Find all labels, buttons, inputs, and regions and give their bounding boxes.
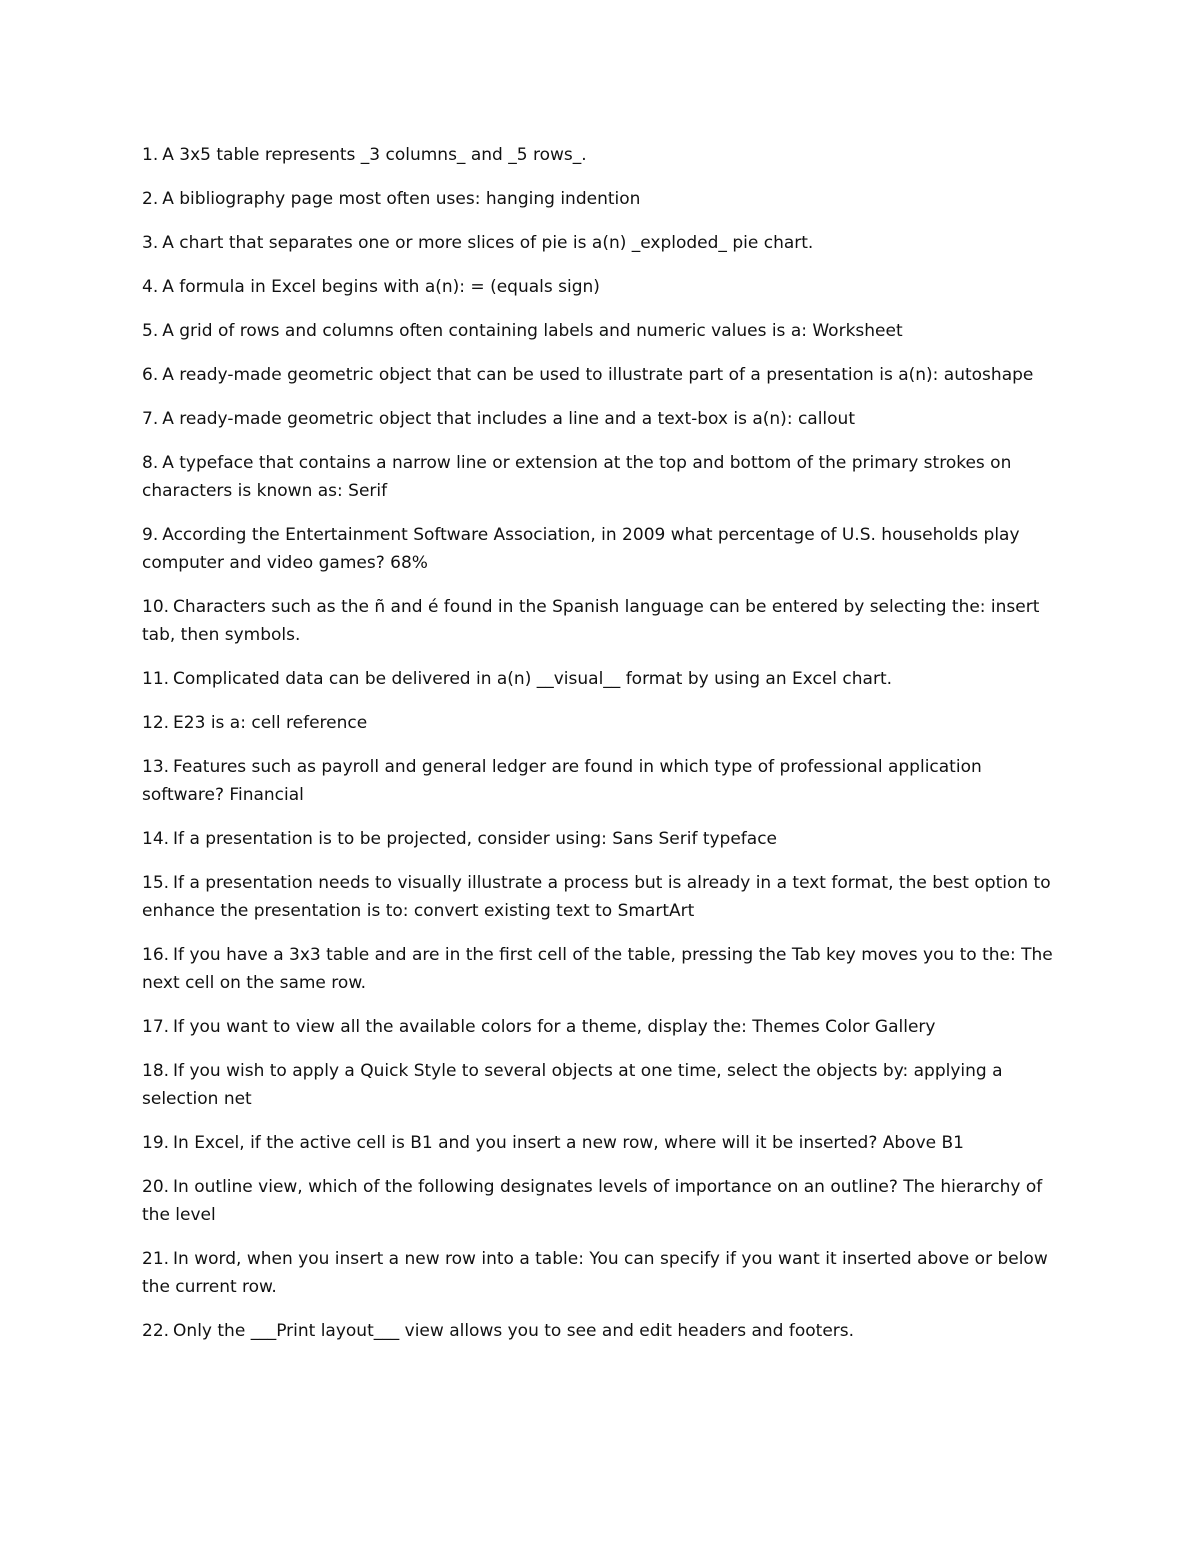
list-item — [142, 941, 1057, 997]
item-text: A typeface that contains a narrow line or extension at the top and bottom of the primary strokes on characters is known as: Serif — [142, 453, 1012, 501]
item-text: A chart that separates one or more slices of pie is a(n) _exploded_ pie chart. — [162, 233, 814, 253]
item-number: 14. — [142, 829, 170, 849]
item-text: If you have a 3x3 table and are in the first cell of the table, pressing the Tab key moves you to the: The next cell on the same row. — [142, 945, 1053, 993]
list-item — [142, 1245, 1057, 1301]
item-number: 7. — [142, 409, 159, 429]
question-answer-list — [142, 141, 1057, 1361]
item-text: In Excel, if the active cell is B1 and you insert a new row, where will it be inserted? Above B1 — [173, 1133, 964, 1153]
item-text: If you wish to apply a Quick Style to several objects at one time, select the objects by: applying a selection net — [142, 1061, 1003, 1109]
item-number: 5. — [142, 321, 159, 341]
list-item — [142, 1129, 1057, 1157]
item-number: 13. — [142, 757, 170, 777]
item-text: Only the ___Print layout___ view allows you to see and edit headers and footers. — [173, 1321, 855, 1341]
list-item — [142, 521, 1057, 577]
item-number: 11. — [142, 669, 170, 689]
item-number: 21. — [142, 1249, 170, 1269]
list-item — [142, 405, 1057, 433]
item-number: 19. — [142, 1133, 170, 1153]
list-item — [142, 593, 1057, 649]
item-text: If a presentation is to be projected, consider using: Sans Serif typeface — [173, 829, 778, 849]
list-item — [142, 317, 1057, 345]
list-item — [142, 185, 1057, 213]
item-number: 18. — [142, 1061, 170, 1081]
item-number: 3. — [142, 233, 159, 253]
item-text: A ready-made geometric object that can be used to illustrate part of a presentation is a(n): autoshape — [162, 365, 1034, 385]
list-item — [142, 1057, 1057, 1113]
list-item — [142, 273, 1057, 301]
item-number: 2. — [142, 189, 159, 209]
item-text: E23 is a: cell reference — [173, 713, 368, 733]
item-number: 4. — [142, 277, 159, 297]
item-number: 15. — [142, 873, 170, 893]
list-item — [142, 825, 1057, 853]
item-text: A bibliography page most often uses: hanging indention — [162, 189, 641, 209]
item-text: According the Entertainment Software Association, in 2009 what percentage of U.S. households play computer and video games? 68% — [142, 525, 1020, 573]
list-item — [142, 665, 1057, 693]
item-text: Features such as payroll and general ledger are found in which type of professional application software? Financial — [142, 757, 982, 805]
list-item — [142, 1013, 1057, 1041]
item-text: If you want to view all the available colors for a theme, display the: Themes Color Gallery — [173, 1017, 936, 1037]
item-number: 17. — [142, 1017, 170, 1037]
item-text: A formula in Excel begins with a(n): = (equals sign) — [162, 277, 600, 297]
list-item — [142, 869, 1057, 925]
item-number: 12. — [142, 713, 170, 733]
list-item — [142, 449, 1057, 505]
item-number: 1. — [142, 145, 159, 165]
item-number: 9. — [142, 525, 159, 545]
list-item — [142, 361, 1057, 389]
item-text: A grid of rows and columns often containing labels and numeric values is a: Worksheet — [162, 321, 903, 341]
item-text: A 3x5 table represents _3 columns_ and _5 rows_. — [162, 145, 587, 165]
list-item — [142, 141, 1057, 169]
item-text: A ready-made geometric object that includes a line and a text-box is a(n): callout — [162, 409, 856, 429]
item-number: 6. — [142, 365, 159, 385]
item-text: In outline view, which of the following designates levels of importance on an outline? The hierarchy of the level — [142, 1177, 1043, 1225]
list-item — [142, 229, 1057, 257]
item-number: 10. — [142, 597, 170, 617]
item-text: Complicated data can be delivered in a(n) __visual__ format by using an Excel chart. — [173, 669, 893, 689]
list-item — [142, 1173, 1057, 1229]
item-text: Characters such as the ñ and é found in the Spanish language can be entered by selecting the: insert tab, then symbols. — [142, 597, 1040, 645]
item-text: If a presentation needs to visually illustrate a process but is already in a text format, the best option to enhance the presentation is to: convert existing text to SmartArt — [142, 873, 1051, 921]
item-text: In word, when you insert a new row into a table: You can specify if you want it inserted above or below the current row. — [142, 1249, 1048, 1297]
item-number: 8. — [142, 453, 159, 473]
item-number: 20. — [142, 1177, 170, 1197]
list-item — [142, 753, 1057, 809]
list-item — [142, 1317, 1057, 1345]
item-number: 22. — [142, 1321, 170, 1341]
list-item — [142, 709, 1057, 737]
item-number: 16. — [142, 945, 170, 965]
